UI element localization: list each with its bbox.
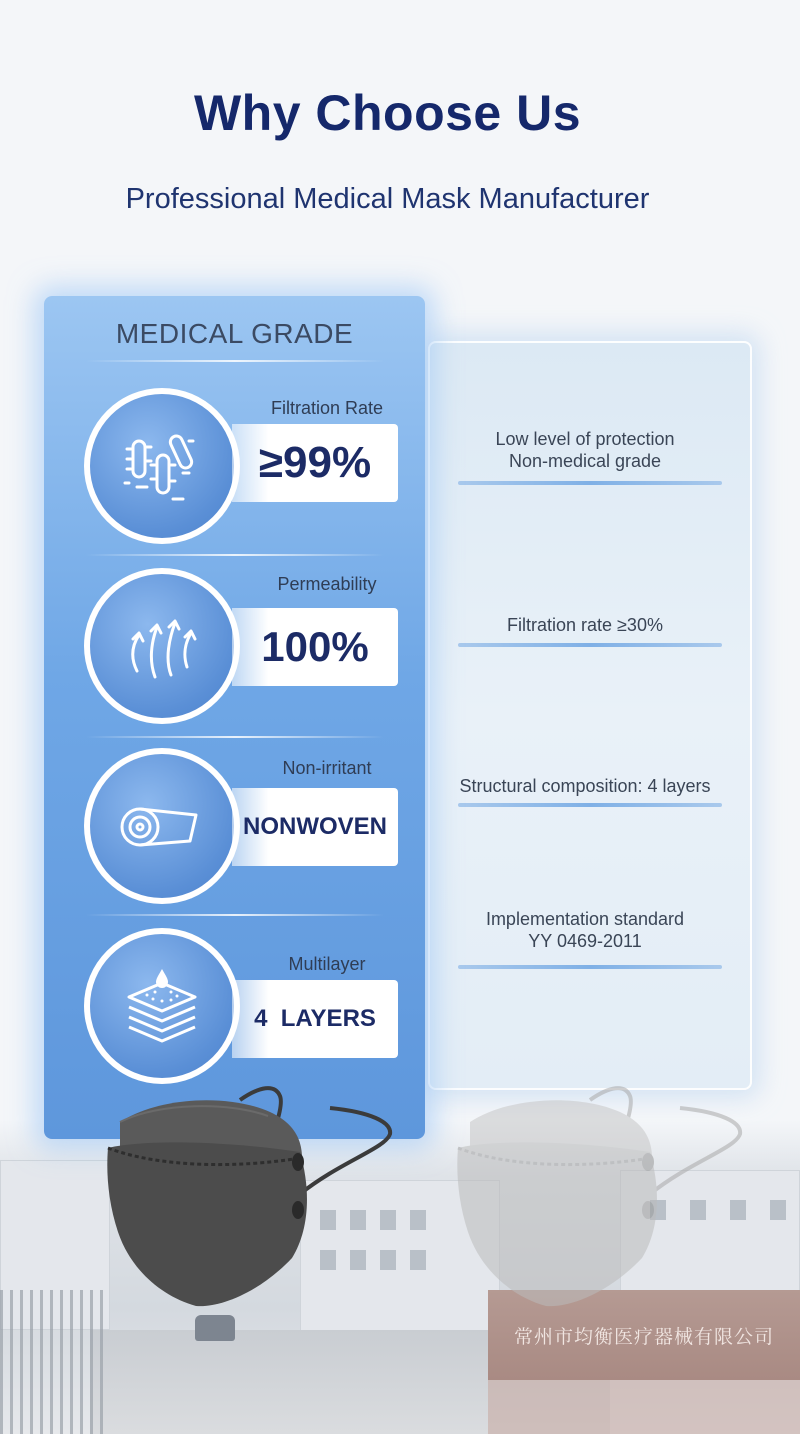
sign-base xyxy=(488,1380,800,1434)
feature-multilayer xyxy=(84,928,399,1088)
feature-value: 100% xyxy=(261,623,369,670)
feature-nonwoven xyxy=(84,748,399,908)
comparison-item-3 xyxy=(430,775,740,797)
divider xyxy=(86,914,384,916)
feature-label: Non-irritant xyxy=(282,758,372,778)
feature-permeability xyxy=(84,568,399,728)
comparison-item-4 xyxy=(430,908,740,952)
comparison-line: YY 0469-2011 xyxy=(528,931,642,951)
window xyxy=(410,1210,426,1230)
comparison-item-2 xyxy=(430,614,740,636)
feature-value-box xyxy=(232,980,398,1058)
comparison-item-1 xyxy=(430,428,740,472)
comparison-line: Non-medical grade xyxy=(508,451,662,471)
fabric-roll-icon xyxy=(112,781,212,871)
divider xyxy=(86,736,384,738)
comparison-card xyxy=(428,341,752,1090)
feature-icon-circle xyxy=(84,568,240,724)
feature-value-box xyxy=(232,424,398,502)
feature-filtration xyxy=(84,388,399,548)
feature-icon-circle xyxy=(84,388,240,544)
black-mask-image xyxy=(100,1082,400,1312)
feature-icon-circle xyxy=(84,928,240,1084)
card-title: MEDICAL GRADE xyxy=(115,318,354,349)
window xyxy=(410,1250,426,1270)
factory-sign-text: 常州市均衡医疗器械有限公司 xyxy=(513,1325,774,1348)
grey-mask-image xyxy=(450,1082,750,1312)
feature-icon-circle xyxy=(84,748,240,904)
feature-label: Permeability xyxy=(277,574,377,594)
page-title: Why Choose Us xyxy=(193,85,582,141)
feature-value-box xyxy=(232,788,398,866)
layers-icon xyxy=(117,961,207,1051)
divider xyxy=(458,643,722,647)
feature-value: NONWOVEN xyxy=(243,813,387,840)
comparison-line: Structural composition: 4 layers xyxy=(459,776,711,796)
window xyxy=(770,1200,786,1220)
bacteria-icon xyxy=(117,421,207,511)
feature-label: Multilayer xyxy=(288,954,366,974)
airflow-icon xyxy=(117,601,207,691)
gate xyxy=(0,1290,110,1434)
divider xyxy=(458,803,722,807)
medical-grade-card xyxy=(44,296,425,1139)
feature-value-box xyxy=(232,608,398,686)
divider xyxy=(86,360,384,362)
divider xyxy=(458,481,722,485)
divider xyxy=(86,554,384,556)
feature-value: ≥99% xyxy=(258,438,372,487)
page-subtitle: Professional Medical Mask Manufacturer xyxy=(125,183,650,215)
feature-value: 4 LAYERS xyxy=(254,1005,376,1032)
divider xyxy=(458,965,722,969)
car xyxy=(195,1315,235,1341)
comparison-line: Implementation standard xyxy=(485,909,685,929)
comparison-line: Low level of protection xyxy=(495,429,675,449)
comparison-line: Filtration rate ≥30% xyxy=(507,615,663,635)
feature-label: Filtration Rate xyxy=(270,398,384,418)
